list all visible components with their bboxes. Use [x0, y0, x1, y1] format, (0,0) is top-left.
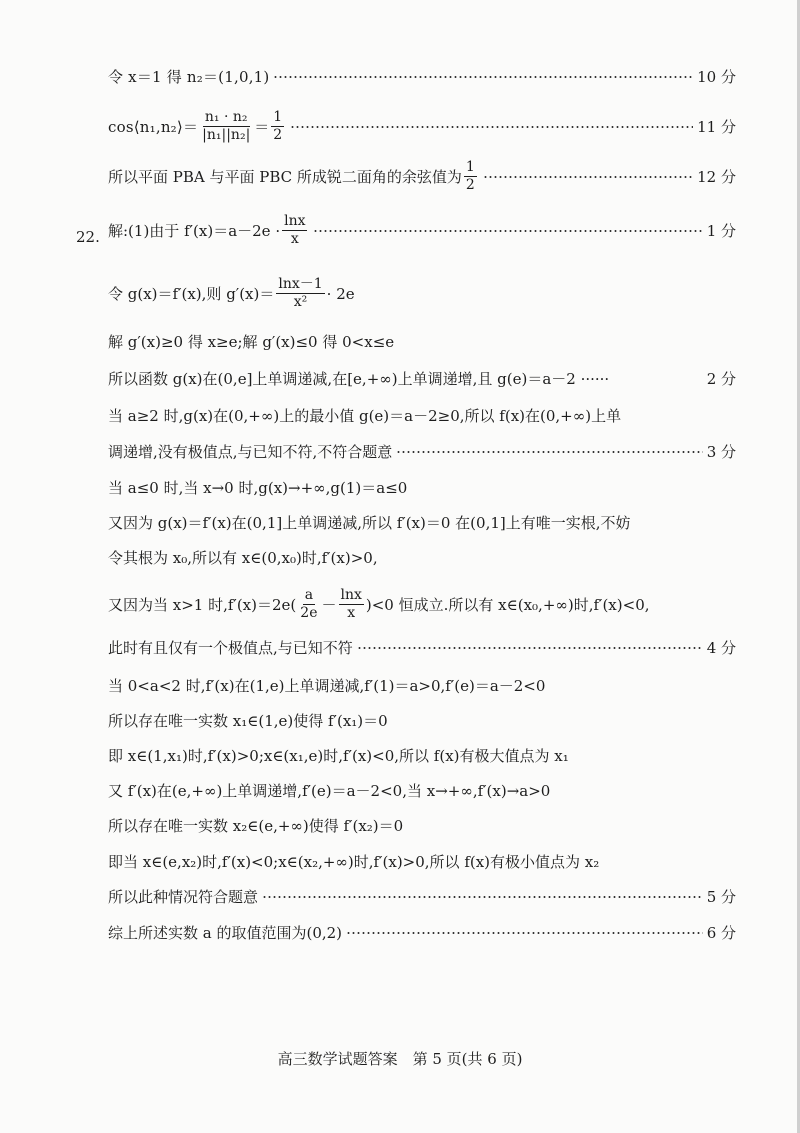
line-11-text: 又因为 g(x)＝f′(x)在(0,1]上单调递减,所以 f′(x)＝0 在(0,1]上有唯一实根,不妨 — [108, 514, 631, 532]
dot-leader — [346, 932, 703, 934]
line-6 — [108, 331, 736, 352]
line-14-text: 此时有且仅有一个极值点,与已知不符 — [108, 639, 353, 657]
cos-fraction-numerator: n₁ · n₂ — [203, 110, 250, 127]
line-8-text: 当 a≥2 时,g(x)在(0,+∞)上的最小值 g(e)＝a－2≥0,所以 f(x)在(0,+∞)上单 — [108, 407, 622, 425]
line-1 — [108, 66, 736, 87]
line-7 — [108, 368, 736, 389]
line-7-text: 所以函数 g(x)在(0,e]上单调递减,在[e,+∞)上单调递增,且 g(e)＝a－2 ······ — [108, 370, 610, 388]
dot-leader — [483, 176, 693, 178]
half-denominator: 2 — [273, 127, 283, 144]
line-13-text: 又因为当 x>1 时,f′(x)＝2e( — [108, 596, 297, 615]
lnx-over-x — [339, 588, 364, 622]
line-10-text: 当 a≤0 时,当 x→0 时,g(x)→+∞,g(1)＝a≤0 — [108, 479, 408, 497]
score-6: 6 分 — [706, 924, 736, 942]
line-10 — [108, 477, 736, 498]
line-19 — [108, 815, 736, 836]
line-18 — [108, 780, 736, 801]
page-footer: 高三数学试题答案 第 5 页(共 6 页) — [277, 1050, 523, 1068]
x-denominator: x — [290, 231, 299, 248]
line-5 — [108, 277, 736, 311]
line-2 — [108, 110, 736, 144]
line-15 — [108, 675, 736, 696]
minus-sign: － — [321, 596, 337, 615]
line-14 — [108, 637, 736, 658]
a-numerator: a — [303, 588, 315, 605]
line-6-text: 解 g′(x)≥0 得 x≥e;解 g′(x)≤0 得 0<x≤e — [108, 333, 395, 351]
score-1: 1 分 — [706, 222, 736, 241]
g-prime-fraction — [276, 277, 324, 311]
a-over-2e — [298, 588, 319, 622]
line-22 — [108, 922, 736, 943]
dot-leader — [273, 76, 693, 78]
line-16 — [108, 710, 736, 731]
2e-denominator: 2e — [300, 605, 318, 622]
line-16-text: 所以存在唯一实数 x₁∈(1,e)使得 f′(x₁)＝0 — [108, 712, 388, 730]
cos-expression: cos⟨n₁,n₂⟩＝ — [108, 118, 199, 137]
score-4: 4 分 — [706, 639, 736, 657]
line-13-tail: )<0 恒成立.所以有 x∈(x₀,+∞)时,f′(x)<0, — [365, 596, 650, 615]
line-17 — [108, 745, 736, 766]
g-prime-denominator: x² — [293, 294, 308, 311]
score-12: 12 分 — [697, 168, 736, 187]
half-numerator: 1 — [271, 110, 284, 127]
line-20 — [108, 851, 736, 872]
lnx-over-x — [282, 214, 307, 248]
line-9-text: 调递增,没有极值点,与已知不符,不符合题意 — [108, 443, 393, 461]
line-13 — [108, 588, 736, 622]
equals-sign: ＝ — [254, 118, 270, 137]
line-15-text: 当 0<a<2 时,f′(x)在(1,e)上单调递减,f′(1)＝a>0,f′(e)＝a－2<0 — [108, 677, 546, 695]
score-11: 11 分 — [697, 118, 736, 137]
line-4-text: 解:(1)由于 f′(x)＝a－2e · — [108, 222, 281, 241]
line-3 — [108, 160, 736, 194]
line-1-text: 令 x＝1 得 n₂＝(1,0,1) — [108, 68, 270, 86]
dot-leader — [290, 126, 693, 128]
score-2: 2 分 — [706, 370, 736, 388]
dot-leader — [262, 896, 703, 898]
line-3-text: 所以平面 PBA 与平面 PBC 所成锐二面角的余弦值为 — [108, 168, 462, 187]
line-4 — [108, 214, 736, 248]
cos-fraction — [200, 110, 252, 144]
line-21 — [108, 886, 736, 907]
line-22-text: 综上所述实数 a 的取值范围为(0,2) — [108, 924, 343, 942]
line-20-text: 即当 x∈(e,x₂)时,f′(x)<0;x∈(x₂,+∞)时,f′(x)>0,所以 f(x)有极小值点为 x₂ — [108, 853, 600, 871]
line-18-text: 又 f′(x)在(e,+∞)上单调递增,f′(e)＝a－2<0,当 x→+∞,f′(x)→a>0 — [108, 782, 551, 800]
score-5: 5 分 — [706, 888, 736, 906]
half-denominator: 2 — [465, 177, 475, 194]
line-8 — [108, 405, 736, 426]
line-21-text: 所以此种情况符合题意 — [108, 888, 259, 906]
dot-leader — [357, 647, 703, 649]
cos-fraction-denominator: |n₁||n₂| — [202, 127, 251, 144]
dot-leader — [313, 230, 702, 232]
half-fraction — [464, 160, 477, 194]
lnx-numerator: lnx — [339, 588, 364, 605]
line-17-text: 即 x∈(1,x₁)时,f′(x)>0;x∈(x₁,e)时,f′(x)<0,所以 f(x)有极大值点为 x₁ — [108, 747, 569, 765]
line-5-tail: · 2e — [326, 284, 355, 303]
half-fraction — [271, 110, 284, 144]
g-prime-numerator: lnx－1 — [276, 277, 324, 294]
half-numerator: 1 — [464, 160, 477, 177]
score-3: 3 分 — [706, 443, 736, 461]
dot-leader — [396, 451, 702, 453]
x-denominator: x — [347, 605, 356, 622]
line-5-text: 令 g(x)＝f′(x),则 g′(x)＝ — [108, 285, 275, 304]
score-10: 10 分 — [697, 68, 736, 86]
line-19-text: 所以存在唯一实数 x₂∈(e,+∞)使得 f′(x₂)＝0 — [108, 817, 404, 835]
line-9 — [108, 441, 736, 462]
line-12-text: 令其根为 x₀,所以有 x∈(0,x₀)时,f′(x)>0, — [108, 549, 378, 567]
line-12 — [108, 547, 736, 568]
question-number: 22. — [76, 228, 100, 246]
line-11 — [108, 512, 736, 533]
lnx-numerator: lnx — [282, 214, 307, 231]
